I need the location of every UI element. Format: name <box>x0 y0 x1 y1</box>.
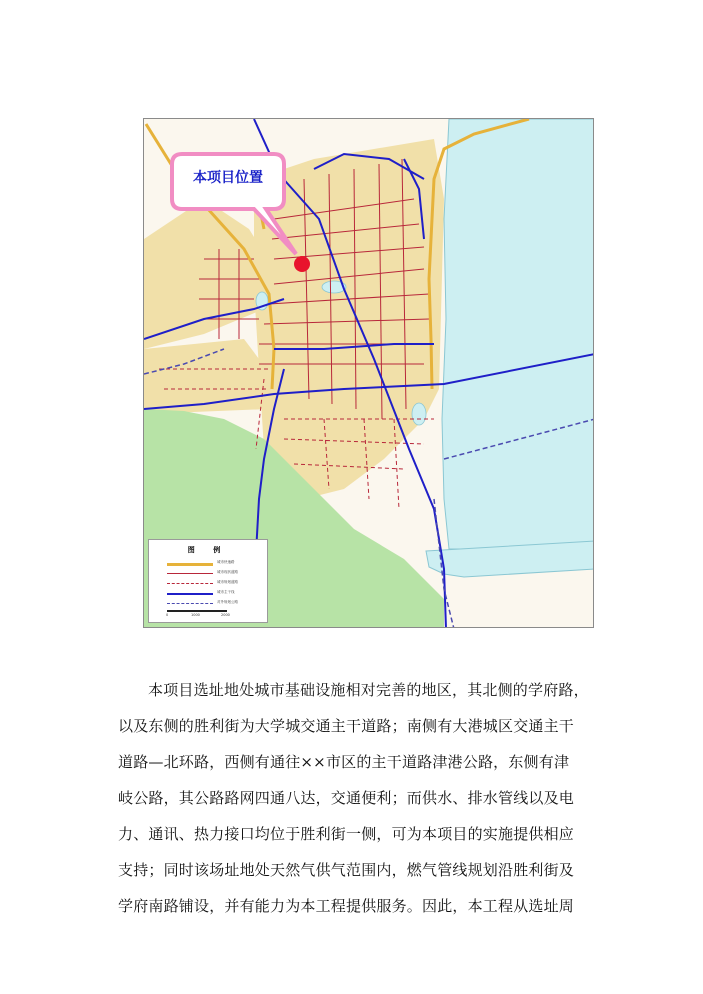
body-paragraph <box>118 672 600 924</box>
legend-swatch <box>167 573 213 574</box>
scale-label: 1000 <box>191 613 200 617</box>
paragraph-line: 以及东侧的胜利街为大学城交通主干道路；南侧有大港城区交通主干 <box>118 717 575 735</box>
project-location-marker <box>294 256 310 272</box>
legend-item <box>155 590 265 598</box>
legend-item <box>155 560 265 568</box>
legend-label: 城市快速路 <box>217 560 235 564</box>
scale-label: 0 <box>166 613 169 617</box>
legend-label: 对外规划公路 <box>217 600 238 604</box>
paragraph-line: 学府南路铺设，并有能力为本工程提供服务。因此，本工程从选址周 <box>118 897 575 915</box>
legend-swatch <box>167 563 213 566</box>
legend-swatch <box>167 583 213 584</box>
legend-title: 图 例 <box>187 546 229 554</box>
sea-area <box>442 119 594 549</box>
legend-item <box>155 600 265 608</box>
legend-item <box>155 580 265 588</box>
legend-swatch <box>167 603 213 604</box>
legend-item <box>155 570 265 578</box>
legend-swatch <box>167 593 213 595</box>
paragraph-line: 力、通讯、热力接口均位于胜利街一侧，可为本项目的实施提供相应 <box>118 825 575 843</box>
legend-label: 城市规划道路 <box>217 580 238 584</box>
map-legend <box>148 539 268 623</box>
scale-label: 2000 <box>221 613 230 617</box>
paragraph-line: 支持；同时该场址地处天然气供气范围内，燃气管线规划沿胜利街及 <box>118 861 575 879</box>
lake <box>412 403 426 425</box>
legend-label: 城市现状道路 <box>217 570 238 574</box>
callout-label: 本项目位置 <box>193 170 263 186</box>
scale-bar <box>166 610 230 618</box>
location-map <box>143 118 594 628</box>
paragraph-line: 本项目选址地处城市基础设施相对完善的地区，其北侧的学府路， <box>148 681 589 699</box>
legend-label: 城市主干线 <box>217 590 235 594</box>
paragraph-line: 岐公路，其公路路网四通八达，交通便利；而供水、排水管线以及电 <box>118 789 575 807</box>
paragraph-line: 道路—北环路，西侧有通往××市区的主干道路津港公路，东侧有津 <box>118 753 570 771</box>
